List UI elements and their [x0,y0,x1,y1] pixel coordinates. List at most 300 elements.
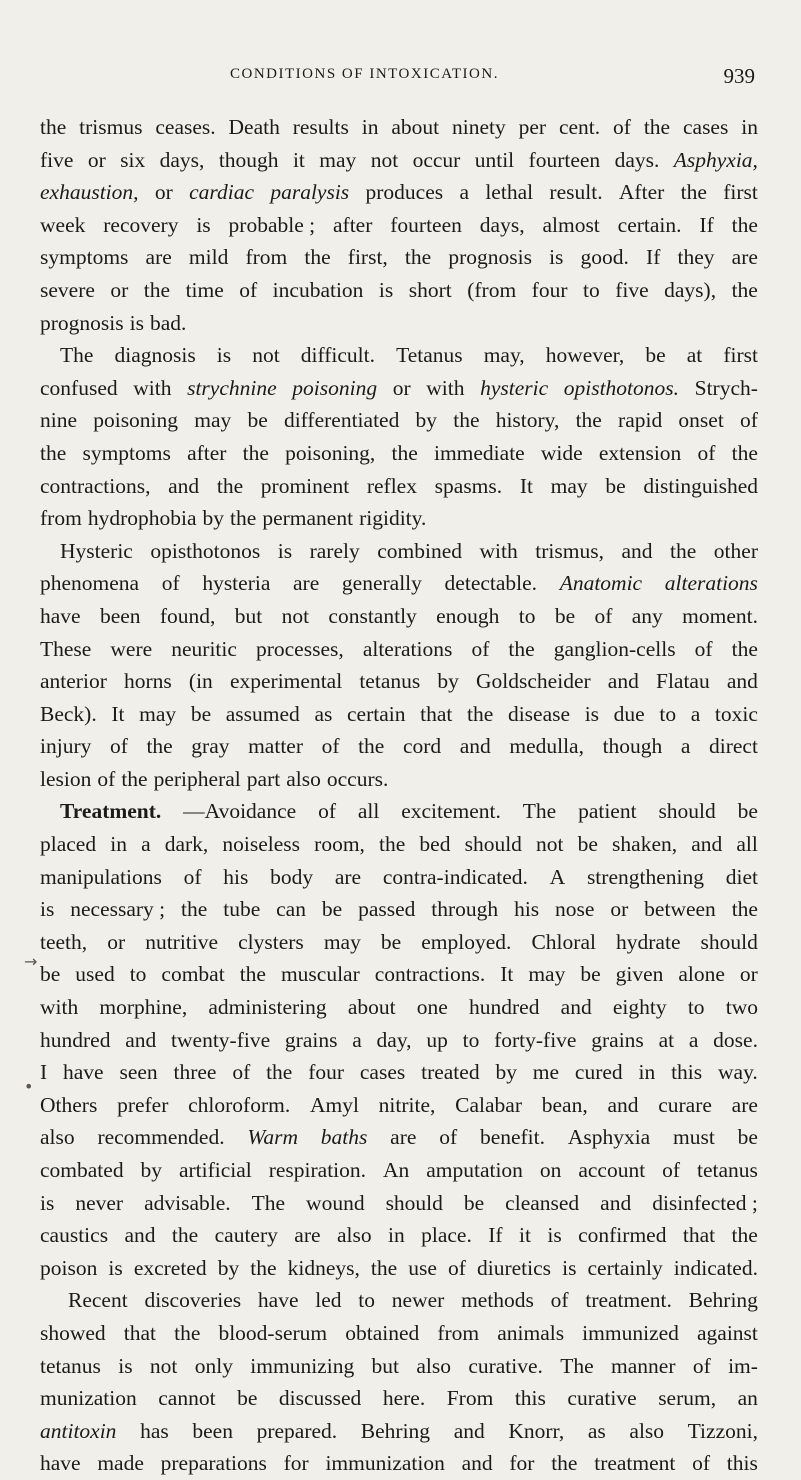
word: recovery [103,212,179,237]
text-line [40,795,758,828]
word: been [99,603,141,628]
word: the [40,440,67,465]
word: an [737,1386,758,1411]
word: place. [421,1223,472,1248]
word: placed [40,832,97,857]
word: of [692,1451,711,1476]
word: and [125,1027,157,1052]
word: difficult. [300,343,375,368]
word: about [347,995,396,1020]
word: the [453,408,480,433]
word: also [40,1125,75,1150]
word: poisoning [292,375,378,400]
word: severe [40,277,95,302]
text-line [40,1024,758,1057]
word: Amyl [309,1092,359,1117]
word: poisoning [93,408,179,433]
word: lesion [40,766,92,791]
word: at [686,343,703,368]
word: munization [40,1386,137,1411]
word: extension [598,440,682,465]
word: bean, [541,1092,588,1117]
word: room, [314,832,365,857]
word: serum, [658,1386,717,1411]
word: necessary ; [70,897,166,922]
word: Treatment. [60,799,162,824]
word: or [392,375,411,400]
word: day, [376,1027,412,1052]
word: to [582,277,600,302]
word: after [187,440,227,465]
word: to [129,962,147,987]
word: tetanus [696,1158,758,1182]
word: must [673,1125,715,1150]
word: treatment [594,1451,676,1476]
word: gray [191,734,230,759]
word: of [439,1125,458,1150]
word: preparations [160,1451,267,1476]
word: from [40,506,82,531]
word: If [646,245,661,270]
word: used [75,962,115,987]
word: is [196,212,211,237]
word: Warm [247,1125,298,1150]
word: though [218,147,279,172]
text-line [40,1415,758,1448]
text-line [40,1121,758,1154]
word: confirmed [578,1223,667,1248]
word: tube [223,897,261,922]
word: a [459,180,469,205]
word: account [578,1158,646,1182]
word: the [731,277,758,302]
word: of [448,1255,466,1280]
word: days), [664,277,717,302]
word: blood-serum [218,1320,328,1345]
word: per [518,115,547,139]
word: Strych- [694,375,758,400]
word: be [463,1190,485,1215]
word: be [577,832,598,857]
word: wound [306,1190,365,1215]
text-line [40,1350,758,1383]
word: ninety [452,115,506,139]
word: enough [436,603,500,628]
word: of [232,1060,251,1085]
word: and [607,669,639,694]
word: probable ; [228,212,316,237]
word: is [118,1353,133,1378]
word: showed [40,1320,106,1345]
word: lethal [485,180,534,205]
word: certain [347,701,406,726]
word: fourteen [528,147,601,172]
word: Flatau [655,669,710,694]
word: distinguished [643,473,758,498]
word: have [40,603,81,628]
word: are [293,571,320,596]
margin-arrow-mark: → [24,952,38,971]
word: or [87,147,106,172]
word: immediate [433,440,525,465]
word: all [357,799,380,824]
word: rapid [618,408,663,433]
word: prefer [117,1092,169,1117]
word: this [726,1451,758,1476]
word: days, [159,147,205,172]
word: six [120,147,146,172]
word: should [658,799,716,824]
word: are [294,1223,321,1248]
word: is [40,897,55,922]
word: to [659,701,677,726]
word: administering [208,995,327,1020]
word: body [270,864,314,889]
word: constantly [328,603,417,628]
word: it [292,147,305,172]
word: passed [358,897,416,922]
word: baths [320,1125,368,1150]
word: alterations [362,636,453,661]
text-line [40,1382,758,1415]
word: the [575,408,602,433]
word: teeth, [40,929,88,954]
word: nine [40,408,78,433]
text-line [40,1056,758,1089]
word: have [40,1451,81,1476]
word: with [133,375,172,400]
text-line [40,698,758,731]
word: the [391,440,418,465]
word: is [562,1255,577,1280]
word: and [560,995,592,1020]
text-line [40,1089,758,1122]
word: a [680,734,691,759]
word: also [629,1418,665,1443]
word: manner [611,1353,676,1378]
word: results [292,115,349,139]
word: amputation [426,1158,523,1182]
word: not [370,147,399,172]
word: of [694,636,713,661]
word: is [547,1223,562,1248]
word: phenomena [40,571,140,596]
word: strengthening [586,864,704,889]
word: combat [161,962,225,987]
word: me [532,1060,560,1085]
text-line [40,144,758,177]
word: the [239,962,266,987]
word: also [286,766,321,791]
word: Death [228,115,280,139]
word: in [110,832,127,857]
word: contractions, [40,473,151,498]
word: of [318,799,336,824]
word: spasms. [434,473,503,498]
word: paralysis [270,180,350,205]
word: of [161,571,180,596]
word: a [352,1027,362,1052]
word: the [643,115,671,139]
word: A [549,864,566,889]
word: im- [728,1353,758,1378]
text-line [40,339,758,372]
word: exhaustion, [40,180,139,205]
word: discoveries [144,1288,242,1313]
text-line [40,1317,758,1350]
word: after [333,212,373,237]
word: I [40,1060,48,1085]
word: cases [359,1060,406,1085]
word: excreted [133,1255,207,1280]
word: Asphyxia [567,1125,651,1150]
word: the [358,734,385,759]
word: that [123,1320,157,1345]
word: is [378,277,394,302]
word: Asphyxia, [673,147,758,172]
word: shaken, [612,832,678,857]
word: Anatomic [559,571,643,596]
word: or [610,897,629,922]
word: at [658,1027,675,1052]
text-line [40,926,758,959]
word: is [584,701,600,726]
word: If [488,1223,503,1248]
word: this [671,1060,703,1085]
word: confused [40,375,118,400]
word: muscular [280,962,360,987]
word: may [319,147,357,172]
word: trismus, [535,538,604,563]
word: by [495,1060,517,1085]
text-line [40,241,758,274]
word: the [304,245,331,270]
word: An [382,1158,410,1182]
word: that [682,1223,716,1248]
word: medulla, [509,734,584,759]
word: and [621,538,653,563]
word: and [168,473,200,498]
word: permanent [262,506,354,531]
word: only [194,1353,233,1378]
text-line [40,567,758,600]
word: diet [725,864,758,889]
word: result. [549,180,603,205]
word: treatment. [585,1288,672,1313]
text-line [40,1187,758,1220]
word: twenty-five [171,1027,271,1052]
word: are [145,245,172,270]
word: be [190,701,212,726]
word: to [687,995,705,1020]
word: rigidity. [359,506,427,531]
text-line [40,372,758,405]
word: the [731,897,758,922]
text-line [40,404,758,437]
word: any [631,603,663,628]
word: is [549,245,564,270]
word: about [391,115,440,139]
word: Goldscheider [476,669,591,694]
word: of [740,408,758,433]
word: the [467,701,494,726]
word: the [181,897,208,922]
word: respiration. [268,1158,367,1182]
word: rarely [309,538,360,563]
word: differentiated [283,408,400,433]
word: given [615,962,664,987]
word: the [551,1451,578,1476]
word: be [605,473,626,498]
word: short [408,277,452,302]
text-line [40,502,758,535]
word: generally [341,571,422,596]
word: kidneys, [287,1255,360,1280]
text-line [40,893,758,926]
word: be [645,343,666,368]
word: of [550,1288,569,1313]
word: between [644,897,716,922]
word: diuretics [476,1255,552,1280]
word: trismus [79,115,143,139]
word: processes, [255,636,344,661]
word: poisoning, [285,440,376,465]
text-line [40,1154,758,1187]
word: forty-five [494,1027,577,1052]
word: disinfected ; [652,1190,758,1215]
word: history, [495,408,560,433]
word: a [690,701,701,726]
word: as [314,701,333,726]
word: curare [658,1092,712,1117]
word: cord [402,734,442,759]
word: mild [188,245,229,270]
word: certain. [617,212,682,237]
word: with [479,538,518,563]
word: be [40,962,61,987]
word: the [242,440,269,465]
word: five [40,147,74,172]
word: the [230,506,257,531]
word: obtained [345,1320,420,1345]
word: should [700,929,758,954]
word: horns [124,669,172,694]
word: be [554,603,576,628]
word: Tetanus [396,343,463,368]
word: been [192,1418,233,1443]
word: of [697,440,716,465]
word: way. [718,1060,758,1085]
word: the [731,1223,758,1248]
word: hysteria [202,571,271,596]
word: and [607,1092,639,1117]
word: and [726,669,758,694]
word: the [508,636,535,661]
word: excitement. [401,799,501,824]
word: peripheral [153,766,241,791]
word: symptoms [82,440,171,465]
word: here. [382,1386,426,1411]
text-line [40,665,758,698]
word: the [266,1060,293,1085]
word: clysters [238,929,304,954]
word: for [283,1451,309,1476]
word: on [539,1158,562,1182]
word: good. [580,245,629,270]
text-line [40,600,758,633]
page-number: 939 [723,64,755,88]
word: the [143,277,171,302]
page-header [60,64,755,94]
word: From [446,1386,494,1411]
word: is [108,1255,123,1280]
word: of [662,1158,681,1182]
word: have [63,1060,104,1085]
word: is [216,343,232,368]
word: newer [391,1288,445,1313]
text-line [40,828,758,861]
word: be [737,799,758,824]
word: not [252,343,280,368]
word: employed. [421,929,512,954]
body-text [40,111,758,1480]
word: three [173,1060,217,1085]
word: ceases. [155,115,216,139]
word: part [246,766,281,791]
word: certainly [587,1255,663,1280]
word: by [217,1255,240,1280]
word: immunizing [250,1353,355,1378]
text-line [40,437,758,470]
word: made [97,1451,144,1476]
word: up [426,1027,448,1052]
word: the [174,1320,201,1345]
word: treated [421,1060,480,1085]
word: poison [40,1255,98,1280]
word: or [107,929,126,954]
word: be [237,1386,258,1411]
word: from [437,1320,480,1345]
word: never [75,1190,124,1215]
word: of [97,766,116,791]
word: of [594,603,613,628]
word: seen [119,1060,158,1085]
word: immunized [582,1320,679,1345]
word: by [415,408,438,433]
word: days, [479,212,525,237]
word: of [239,277,258,302]
word: It [111,701,125,726]
word: with [426,375,465,400]
word: it [519,1223,531,1248]
word: cleansed [505,1190,580,1215]
word: or [110,277,129,302]
word: the [146,734,173,759]
text-line [40,470,758,503]
text-line [40,307,758,340]
word: alone [678,962,725,987]
word: from [245,245,288,270]
word: use [408,1255,437,1280]
word: time [185,277,224,302]
word: disease [507,701,571,726]
word: Knorr, [508,1418,565,1443]
word: bad. [150,310,187,335]
word: a [141,832,151,857]
word: the [370,1255,398,1280]
word: may [528,962,566,987]
word: one [416,995,448,1020]
